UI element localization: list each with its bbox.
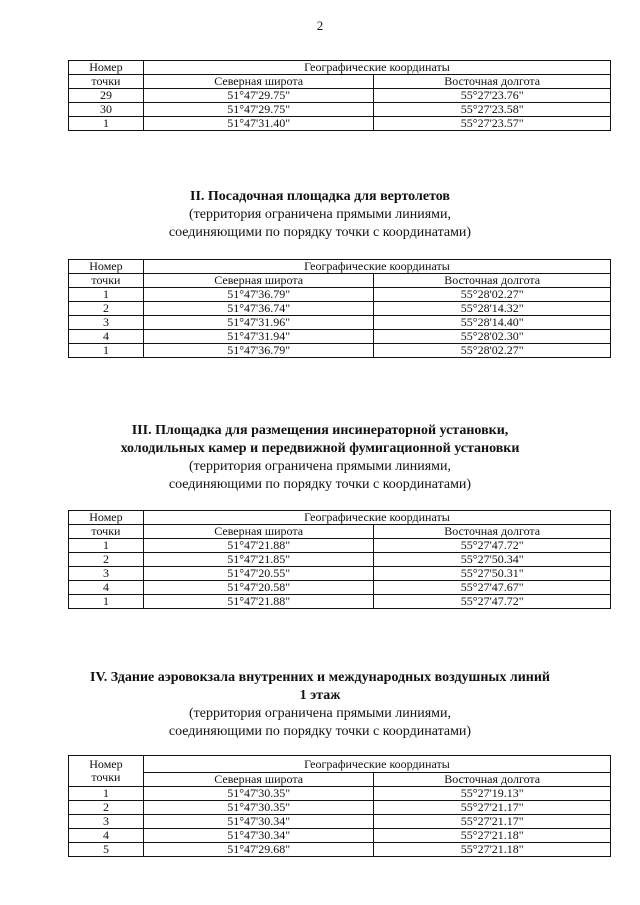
- point-number-cell: 1: [69, 787, 144, 801]
- lon-header: Восточная долгота: [374, 773, 611, 787]
- table-row: [69, 330, 611, 344]
- table-row: [69, 787, 611, 801]
- table-row: [69, 316, 611, 330]
- latitude-cell: 51°47'29.68": [143, 843, 374, 857]
- table-row: [69, 344, 611, 358]
- table-row: [69, 539, 611, 553]
- latitude-cell: 51°47'21.88": [143, 595, 374, 609]
- coordinates-table-incinerator: [68, 510, 611, 609]
- table-body: [69, 89, 611, 131]
- lon-header: Восточная долгота: [374, 525, 611, 539]
- section-3-heading: [0, 422, 640, 494]
- section-2-heading: [0, 188, 640, 242]
- longitude-cell: 55°27'50.34": [374, 553, 611, 567]
- longitude-cell: 55°28'02.27": [374, 344, 611, 358]
- section-subtitle: (территория ограничена прямыми линиями,: [188, 207, 452, 222]
- latitude-cell: 51°47'36.74": [143, 302, 374, 316]
- longitude-cell: 55°27'21.18": [374, 829, 611, 843]
- latitude-cell: 51°47'30.34": [143, 829, 374, 843]
- point-number-cell: 4: [69, 829, 144, 843]
- lat-header: Северная широта: [143, 274, 374, 288]
- table-row: [69, 302, 611, 316]
- point-header: Номер: [69, 511, 144, 525]
- point-number-cell: 2: [69, 302, 144, 316]
- latitude-cell: 51°47'20.58": [143, 581, 374, 595]
- point-number-cell: 5: [69, 843, 144, 857]
- point-header-line2: точки: [69, 274, 144, 288]
- table-row: [69, 815, 611, 829]
- point-number-cell: 1: [69, 595, 144, 609]
- coordinates-table-continued: [68, 60, 611, 131]
- longitude-cell: 55°27'47.67": [374, 581, 611, 595]
- table-body: [69, 288, 611, 358]
- latitude-cell: 51°47'31.94": [143, 330, 374, 344]
- coordinates-table-helipad: [68, 259, 611, 358]
- longitude-cell: 55°27'23.76": [374, 89, 611, 103]
- coords-header: Географические координаты: [143, 260, 610, 274]
- latitude-cell: 51°47'20.55": [143, 567, 374, 581]
- section-subtitle: (территория ограничена прямыми линиями,: [188, 459, 452, 474]
- section-title: III. Площадка для размещения инсинераторной установки,: [131, 423, 509, 438]
- point-header-line1: Номер: [89, 757, 123, 771]
- coordinates-table-terminal: [68, 755, 611, 857]
- point-number-cell: 2: [69, 553, 144, 567]
- point-number-cell: 29: [69, 89, 144, 103]
- latitude-cell: 51°47'36.79": [143, 288, 374, 302]
- lat-header: Северная широта: [143, 773, 374, 787]
- lat-header: Северная широта: [143, 525, 374, 539]
- table-body: [69, 787, 611, 857]
- section-title: IV. Здание аэровокзала внутренних и международных воздушных линий: [90, 670, 550, 685]
- table-row: [69, 89, 611, 103]
- longitude-cell: 55°27'19.13": [374, 787, 611, 801]
- point-number-cell: 1: [69, 117, 144, 131]
- latitude-cell: 51°47'30.35": [143, 787, 374, 801]
- table-row: [69, 801, 611, 815]
- point-header: [69, 756, 144, 787]
- point-number-cell: 1: [69, 288, 144, 302]
- table-body: [69, 539, 611, 609]
- longitude-cell: 55°28'14.40": [374, 316, 611, 330]
- section-subtitle: соединяющими по порядку точки с координатами): [168, 724, 472, 739]
- section-title: 1 этаж: [299, 688, 341, 703]
- longitude-cell: 55°27'47.72": [374, 539, 611, 553]
- longitude-cell: 55°28'14.32": [374, 302, 611, 316]
- point-number-cell: 1: [69, 344, 144, 358]
- longitude-cell: 55°27'23.58": [374, 103, 611, 117]
- coords-header: Географические координаты: [143, 756, 610, 773]
- point-number-cell: 2: [69, 801, 144, 815]
- point-number-cell: 1: [69, 539, 144, 553]
- lon-header: Восточная долгота: [374, 75, 611, 89]
- table-row: [69, 829, 611, 843]
- lon-header: Восточная долгота: [374, 274, 611, 288]
- latitude-cell: 51°47'31.40": [143, 117, 374, 131]
- point-header: Номер: [69, 260, 144, 274]
- point-header: Номер: [69, 61, 144, 75]
- latitude-cell: 51°47'29.75": [143, 89, 374, 103]
- point-number-cell: 4: [69, 330, 144, 344]
- latitude-cell: 51°47'29.75": [143, 103, 374, 117]
- section-title: холодильных камер и передвижной фумигационной установки: [120, 441, 520, 456]
- point-number-cell: 3: [69, 316, 144, 330]
- longitude-cell: 55°27'21.17": [374, 815, 611, 829]
- longitude-cell: 55°27'47.72": [374, 595, 611, 609]
- section-4-heading: [0, 669, 640, 741]
- longitude-cell: 55°28'02.27": [374, 288, 611, 302]
- section-subtitle: (территория ограничена прямыми линиями,: [188, 706, 452, 721]
- point-number-cell: 3: [69, 815, 144, 829]
- page-number: 2: [316, 18, 324, 33]
- point-header-line2: точки: [69, 75, 144, 89]
- point-header-line2: точки: [91, 770, 121, 784]
- point-number-cell: 4: [69, 581, 144, 595]
- point-number-cell: 30: [69, 103, 144, 117]
- section-subtitle: соединяющими по порядку точки с координатами): [168, 225, 472, 240]
- longitude-cell: 55°28'02.30": [374, 330, 611, 344]
- latitude-cell: 51°47'31.96": [143, 316, 374, 330]
- longitude-cell: 55°27'50.31": [374, 567, 611, 581]
- longitude-cell: 55°27'23.57": [374, 117, 611, 131]
- latitude-cell: 51°47'21.85": [143, 553, 374, 567]
- point-number-cell: 3: [69, 567, 144, 581]
- coords-header: Географические координаты: [143, 61, 610, 75]
- latitude-cell: 51°47'36.79": [143, 344, 374, 358]
- table-row: [69, 103, 611, 117]
- point-header-line2: точки: [69, 525, 144, 539]
- table-row: [69, 553, 611, 567]
- latitude-cell: 51°47'30.34": [143, 815, 374, 829]
- table-row: [69, 581, 611, 595]
- lat-header: Северная широта: [143, 75, 374, 89]
- table-row: [69, 567, 611, 581]
- latitude-cell: 51°47'21.88": [143, 539, 374, 553]
- table-row: [69, 117, 611, 131]
- longitude-cell: 55°27'21.18": [374, 843, 611, 857]
- table-row: [69, 288, 611, 302]
- table-row: [69, 843, 611, 857]
- longitude-cell: 55°27'21.17": [374, 801, 611, 815]
- latitude-cell: 51°47'30.35": [143, 801, 374, 815]
- coords-header: Географические координаты: [143, 511, 610, 525]
- section-title: II. Посадочная площадка для вертолетов: [190, 189, 450, 204]
- section-subtitle: соединяющими по порядку точки с координатами): [168, 477, 472, 492]
- table-row: [69, 595, 611, 609]
